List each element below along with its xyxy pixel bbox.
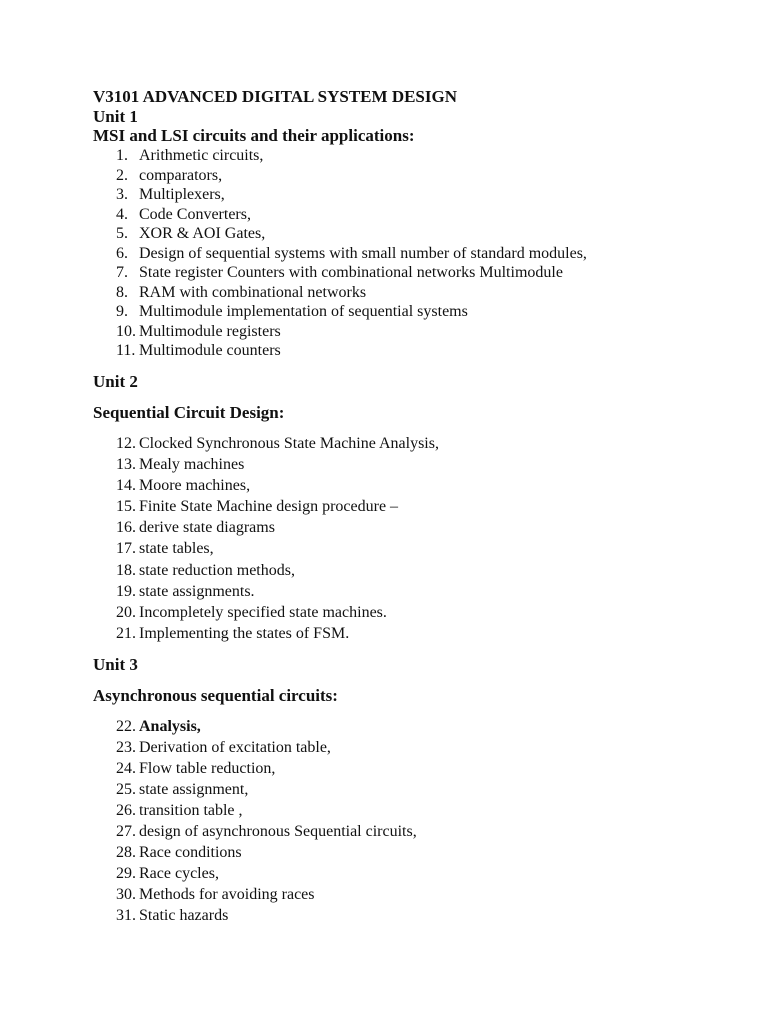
list-item-number: 29. — [116, 865, 136, 882]
list-item-number: 3. — [116, 186, 128, 203]
list-item-text: Multimodule implementation of sequential systems — [139, 303, 468, 320]
list-item-number: 30. — [116, 886, 136, 903]
list-item-number: 12. — [116, 435, 136, 452]
list-item-number: 1. — [116, 147, 128, 164]
list-item-number: 14. — [116, 477, 136, 494]
unit-1-subtitle: MSI and LSI circuits and their applications: — [93, 126, 415, 145]
list-item-number: 9. — [116, 303, 128, 320]
list-item-number: 8. — [116, 284, 128, 301]
list-item-number: 20. — [116, 604, 136, 621]
list-item-number: 6. — [116, 245, 128, 262]
list-item-number: 13. — [116, 456, 136, 473]
list-item-text: derive state diagrams — [139, 519, 275, 536]
list-item-number: 15. — [116, 498, 136, 515]
list-item-number: 21. — [116, 625, 136, 642]
list-item-text: Multimodule registers — [139, 323, 281, 340]
list-item-text: state reduction methods, — [139, 562, 295, 579]
unit-2-heading: Unit 2 — [93, 372, 138, 391]
list-item-number: 27. — [116, 823, 136, 840]
list-item-number: 2. — [116, 167, 128, 184]
list-item-number: 18. — [116, 562, 136, 579]
list-item-number: 22. — [116, 718, 136, 735]
list-item-number: 23. — [116, 739, 136, 756]
list-item-number: 17. — [116, 540, 136, 557]
list-item-text: Incompletely specified state machines. — [139, 604, 387, 621]
list-item-text: state assignments. — [139, 583, 255, 600]
list-item-text: Arithmetic circuits, — [139, 147, 264, 164]
list-item-text: Methods for avoiding races — [139, 886, 315, 903]
list-item-text: Moore machines, — [139, 477, 251, 494]
unit-2-subtitle: Sequential Circuit Design: — [93, 403, 285, 422]
list-item-number: 26. — [116, 802, 136, 819]
list-item-text: Implementing the states of FSM. — [139, 625, 350, 642]
list-item-number: 24. — [116, 760, 136, 777]
list-item-text: Flow table reduction, — [139, 760, 276, 777]
list-item-number: 25. — [116, 781, 136, 798]
list-item-text: comparators, — [139, 167, 223, 184]
list-item-text: Analysis, — [139, 718, 201, 735]
unit-3-heading: Unit 3 — [93, 655, 138, 674]
list-item-number: 7. — [116, 264, 128, 281]
unit-3-subtitle: Asynchronous sequential circuits: — [93, 686, 338, 705]
unit-1-heading: Unit 1 — [93, 107, 138, 126]
list-item-text: Static hazards — [139, 907, 229, 924]
list-item-text: Multiplexers, — [139, 186, 225, 203]
list-item-text: Derivation of excitation table, — [139, 739, 331, 756]
list-item-text: Design of sequential systems with small number of standard modules, — [139, 245, 587, 262]
list-item-number: 11. — [116, 342, 136, 359]
list-item-number: 19. — [116, 583, 136, 600]
list-item-text: design of asynchronous Sequential circuits, — [139, 823, 417, 840]
list-item-text: XOR & AOI Gates, — [139, 225, 266, 242]
list-item-number: 10. — [116, 323, 136, 340]
list-item-text: state assignment, — [139, 781, 249, 798]
list-item-text: Code Converters, — [139, 206, 251, 223]
list-item-text: RAM with combinational networks — [139, 284, 367, 301]
document-title: V3101 ADVANCED DIGITAL SYSTEM DESIGN — [93, 87, 458, 106]
list-item-text: Mealy machines — [139, 456, 245, 473]
list-item-text: Finite State Machine design procedure – — [139, 498, 399, 515]
list-item-text: Multimodule counters — [139, 342, 281, 359]
list-item-text: state tables, — [139, 540, 214, 557]
list-item-number: 4. — [116, 206, 128, 223]
list-item-text: Race cycles, — [139, 865, 219, 882]
list-item-text: transition table , — [139, 802, 243, 819]
list-item-text: State register Counters with combinational networks Multimodule — [139, 264, 563, 281]
list-item-number: 5. — [116, 225, 128, 242]
list-item-number: 28. — [116, 844, 136, 861]
list-item-text: Clocked Synchronous State Machine Analysis, — [139, 435, 439, 452]
list-item-number: 31. — [116, 907, 136, 924]
list-item-text: Race conditions — [139, 844, 242, 861]
list-item-number: 16. — [116, 519, 136, 536]
